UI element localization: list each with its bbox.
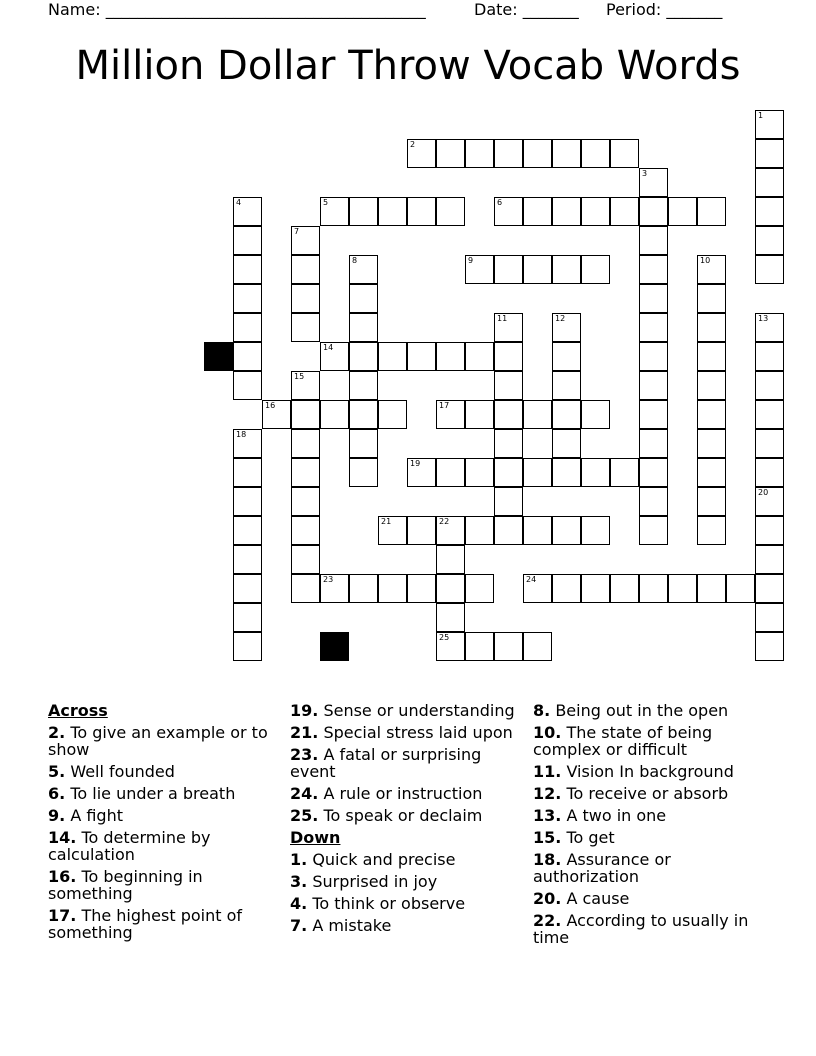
clue-number-13: 13: [758, 314, 769, 323]
grid-cell[interactable]: [291, 255, 320, 284]
grid-cell[interactable]: [668, 574, 697, 603]
clue-down-10: 10. The state of being complex or difficult: [533, 723, 713, 759]
clue-number-5: 5: [323, 198, 329, 207]
clue-across-25: 25. To speak or declaim: [290, 806, 483, 825]
grid-cell[interactable]: [668, 197, 697, 226]
grid-cell[interactable]: [755, 371, 784, 400]
clue-number-17: 17: [439, 401, 450, 410]
grid-cell[interactable]: [639, 371, 668, 400]
grid-cell[interactable]: [233, 603, 262, 632]
grid-cell[interactable]: [581, 197, 610, 226]
clue-number-11: 11: [497, 314, 508, 323]
grid-cell[interactable]: [494, 400, 523, 429]
grid-cell[interactable]: [610, 574, 639, 603]
grid-cell[interactable]: [494, 458, 523, 487]
grid-cell[interactable]: [639, 313, 668, 342]
grid-cell[interactable]: [291, 284, 320, 313]
grid-cell[interactable]: [639, 574, 668, 603]
grid-cell[interactable]: [436, 139, 465, 168]
grid-cell[interactable]: [494, 139, 523, 168]
clue-down-7: 7. A mistake: [290, 916, 392, 935]
grid-cell[interactable]: [697, 458, 726, 487]
grid-cell[interactable]: [349, 429, 378, 458]
clue-number-2: 2: [410, 140, 416, 149]
grid-cell[interactable]: [233, 632, 262, 661]
name-blank: ________________________________________: [105, 0, 426, 19]
grid-cell[interactable]: [755, 139, 784, 168]
grid-cell[interactable]: [494, 429, 523, 458]
grid-cell[interactable]: [552, 458, 581, 487]
clue-down-15: 15. To get: [533, 828, 615, 847]
clue-across-9: 9. A fight: [48, 806, 123, 825]
clue-across-19: 19. Sense or understanding: [290, 701, 515, 720]
grid-cell[interactable]: [233, 342, 262, 371]
clue-number-19: 19: [410, 459, 421, 468]
grid-cell[interactable]: [610, 458, 639, 487]
clue-number-4: 4: [236, 198, 242, 207]
grid-cell[interactable]: [378, 574, 407, 603]
grid-cell[interactable]: [291, 545, 320, 574]
black-cell: [320, 632, 349, 661]
grid-cell[interactable]: [697, 429, 726, 458]
grid-cell[interactable]: [639, 226, 668, 255]
grid-cell[interactable]: [494, 487, 523, 516]
grid-cell[interactable]: [349, 371, 378, 400]
grid-cell[interactable]: [639, 458, 668, 487]
grid-cell[interactable]: [494, 342, 523, 371]
grid-cell[interactable]: [552, 371, 581, 400]
grid-cell[interactable]: [755, 168, 784, 197]
grid-cell[interactable]: [726, 574, 755, 603]
period-label: Period:: [606, 0, 662, 19]
clue-number-23: 23: [323, 575, 334, 584]
clue-number-1: 1: [758, 111, 764, 120]
grid-cell[interactable]: [349, 284, 378, 313]
grid-cell[interactable]: [581, 400, 610, 429]
grid-cell[interactable]: [349, 342, 378, 371]
grid-cell[interactable]: [465, 342, 494, 371]
clue-across-21: 21. Special stress laid upon: [290, 723, 513, 742]
clue-number-14: 14: [323, 343, 334, 352]
clue-number-10: 10: [700, 256, 711, 265]
grid-cell[interactable]: [755, 516, 784, 545]
grid-cell[interactable]: [639, 255, 668, 284]
grid-cell[interactable]: [291, 574, 320, 603]
clue-across-16: 16. To beginning in something: [48, 867, 203, 903]
grid-cell[interactable]: [523, 197, 552, 226]
grid-cell[interactable]: [581, 139, 610, 168]
grid-cell[interactable]: [755, 429, 784, 458]
grid-cell[interactable]: [552, 400, 581, 429]
clue-number-9: 9: [468, 256, 474, 265]
grid-cell[interactable]: [465, 632, 494, 661]
grid-cell[interactable]: [233, 574, 262, 603]
clue-number-12: 12: [555, 314, 566, 323]
name-label: Name:: [48, 0, 101, 19]
grid-cell[interactable]: [523, 255, 552, 284]
grid-cell[interactable]: [465, 458, 494, 487]
grid-cell[interactable]: [755, 603, 784, 632]
clue-across-14: 14. To determine by calculation: [48, 828, 211, 864]
grid-cell[interactable]: [697, 284, 726, 313]
clue-across-24: 24. A rule or instruction: [290, 784, 483, 803]
clue-across-23: 23. A fatal or surprising event: [290, 745, 482, 781]
grid-cell[interactable]: [349, 313, 378, 342]
grid-cell[interactable]: [436, 574, 465, 603]
clue-across-6: 6. To lie under a breath: [48, 784, 236, 803]
clue-number-16: 16: [265, 401, 276, 410]
grid-cell[interactable]: [639, 516, 668, 545]
grid-cell[interactable]: [639, 342, 668, 371]
date-blank: _______: [522, 0, 579, 19]
grid-cell[interactable]: [465, 574, 494, 603]
grid-cell[interactable]: [349, 400, 378, 429]
date-label: Date:: [474, 0, 518, 19]
grid-cell[interactable]: [378, 400, 407, 429]
grid-cell[interactable]: [233, 371, 262, 400]
clue-number-18: 18: [236, 430, 247, 439]
grid-cell[interactable]: [523, 458, 552, 487]
grid-cell[interactable]: [523, 516, 552, 545]
grid-cell[interactable]: [697, 487, 726, 516]
grid-cell[interactable]: [755, 197, 784, 226]
grid-cell[interactable]: [552, 574, 581, 603]
grid-cell[interactable]: [494, 632, 523, 661]
clue-number-6: 6: [497, 198, 503, 207]
grid-cell[interactable]: [465, 400, 494, 429]
clue-across-17: 17. The highest point of something: [48, 906, 243, 942]
grid-cell[interactable]: [233, 313, 262, 342]
grid-cell[interactable]: [639, 487, 668, 516]
grid-cell[interactable]: [378, 342, 407, 371]
grid-cell[interactable]: [581, 516, 610, 545]
grid-cell[interactable]: [755, 226, 784, 255]
grid-cell[interactable]: [639, 284, 668, 313]
grid-cell[interactable]: [407, 574, 436, 603]
clue-down-12: 12. To receive or absorb: [533, 784, 729, 803]
grid-cell[interactable]: [581, 458, 610, 487]
grid-cell[interactable]: [378, 197, 407, 226]
grid-cell[interactable]: [755, 342, 784, 371]
grid-cell[interactable]: [552, 197, 581, 226]
grid-cell[interactable]: [233, 458, 262, 487]
grid-cell[interactable]: [436, 603, 465, 632]
grid-cell[interactable]: [552, 516, 581, 545]
grid-cell[interactable]: [697, 371, 726, 400]
clue-number-25: 25: [439, 633, 450, 642]
grid-cell[interactable]: [697, 197, 726, 226]
down-heading: Down: [290, 828, 341, 847]
clue-down-1: 1. Quick and precise: [290, 850, 456, 869]
grid-cell[interactable]: [697, 342, 726, 371]
grid-cell[interactable]: [233, 487, 262, 516]
clue-down-11: 11. Vision In background: [533, 762, 734, 781]
clue-down-4: 4. To think or observe: [290, 894, 466, 913]
grid-cell[interactable]: [639, 197, 668, 226]
grid-cell[interactable]: [407, 342, 436, 371]
clue-number-8: 8: [352, 256, 358, 265]
grid-cell[interactable]: [349, 458, 378, 487]
grid-cell[interactable]: [581, 574, 610, 603]
grid-cell[interactable]: [610, 139, 639, 168]
clues-column-3: [533, 702, 773, 951]
grid-cell[interactable]: [291, 516, 320, 545]
clue-number-3: 3: [642, 169, 648, 178]
clue-down-8: 8. Being out in the open: [533, 701, 729, 720]
grid-cell[interactable]: [233, 226, 262, 255]
grid-cell[interactable]: [233, 284, 262, 313]
grid-cell[interactable]: [697, 400, 726, 429]
period-blank: _______: [666, 0, 723, 19]
black-cell: [204, 342, 233, 371]
grid-cell[interactable]: [523, 400, 552, 429]
clue-down-20: 20. A cause: [533, 889, 630, 908]
grid-cell[interactable]: [465, 516, 494, 545]
grid-cell[interactable]: [291, 487, 320, 516]
grid-cell[interactable]: [233, 545, 262, 574]
grid-cell[interactable]: [552, 342, 581, 371]
across-heading: Across: [48, 701, 108, 720]
grid-cell[interactable]: [755, 632, 784, 661]
grid-cell[interactable]: [349, 574, 378, 603]
clue-number-24: 24: [526, 575, 537, 584]
grid-cell[interactable]: [291, 458, 320, 487]
grid-cell[interactable]: [233, 255, 262, 284]
grid-cell[interactable]: [552, 429, 581, 458]
grid-cell[interactable]: [697, 313, 726, 342]
clue-down-18: 18. Assurance or authorization: [533, 850, 671, 886]
grid-cell[interactable]: [755, 400, 784, 429]
clue-across-5: 5. Well founded: [48, 762, 175, 781]
grid-cell[interactable]: [523, 632, 552, 661]
grid-cell[interactable]: [639, 429, 668, 458]
clue-number-20: 20: [758, 488, 769, 497]
grid-cell[interactable]: [291, 313, 320, 342]
grid-cell[interactable]: [465, 139, 494, 168]
grid-cell[interactable]: [639, 400, 668, 429]
clue-across-2: 2. To give an example or to show: [48, 723, 268, 759]
grid-cell[interactable]: [436, 545, 465, 574]
grid-cell[interactable]: [610, 197, 639, 226]
clues-column-1: [48, 702, 278, 946]
grid-cell[interactable]: [291, 429, 320, 458]
grid-cell[interactable]: [407, 197, 436, 226]
clue-number-7: 7: [294, 227, 300, 236]
grid-cell[interactable]: [436, 342, 465, 371]
clue-number-15: 15: [294, 372, 305, 381]
grid-cell[interactable]: [494, 255, 523, 284]
page-title: Million Dollar Throw Vocab Words: [75, 43, 741, 89]
grid-cell[interactable]: [552, 255, 581, 284]
grid-cell[interactable]: [755, 574, 784, 603]
grid-cell[interactable]: [697, 516, 726, 545]
clue-down-3: 3. Surprised in joy: [290, 872, 438, 891]
grid-cell[interactable]: [349, 197, 378, 226]
clue-down-22: 22. According to usually in time: [533, 911, 749, 947]
grid-cell[interactable]: [755, 545, 784, 574]
grid-cell[interactable]: [581, 255, 610, 284]
clues-column-2: [290, 702, 525, 939]
grid-cell[interactable]: [320, 400, 349, 429]
grid-cell[interactable]: [494, 516, 523, 545]
grid-cell[interactable]: [494, 371, 523, 400]
clue-number-22: 22: [439, 517, 450, 526]
clue-down-13: 13. A two in one: [533, 806, 667, 825]
clue-number-21: 21: [381, 517, 392, 526]
grid-cell[interactable]: [233, 516, 262, 545]
grid-cell[interactable]: [407, 516, 436, 545]
grid-cell[interactable]: [552, 139, 581, 168]
grid-cell[interactable]: [755, 255, 784, 284]
grid-cell[interactable]: [436, 197, 465, 226]
grid-cell[interactable]: [697, 574, 726, 603]
grid-cell[interactable]: [436, 458, 465, 487]
grid-cell[interactable]: [755, 458, 784, 487]
grid-cell[interactable]: [523, 139, 552, 168]
grid-cell[interactable]: [291, 400, 320, 429]
